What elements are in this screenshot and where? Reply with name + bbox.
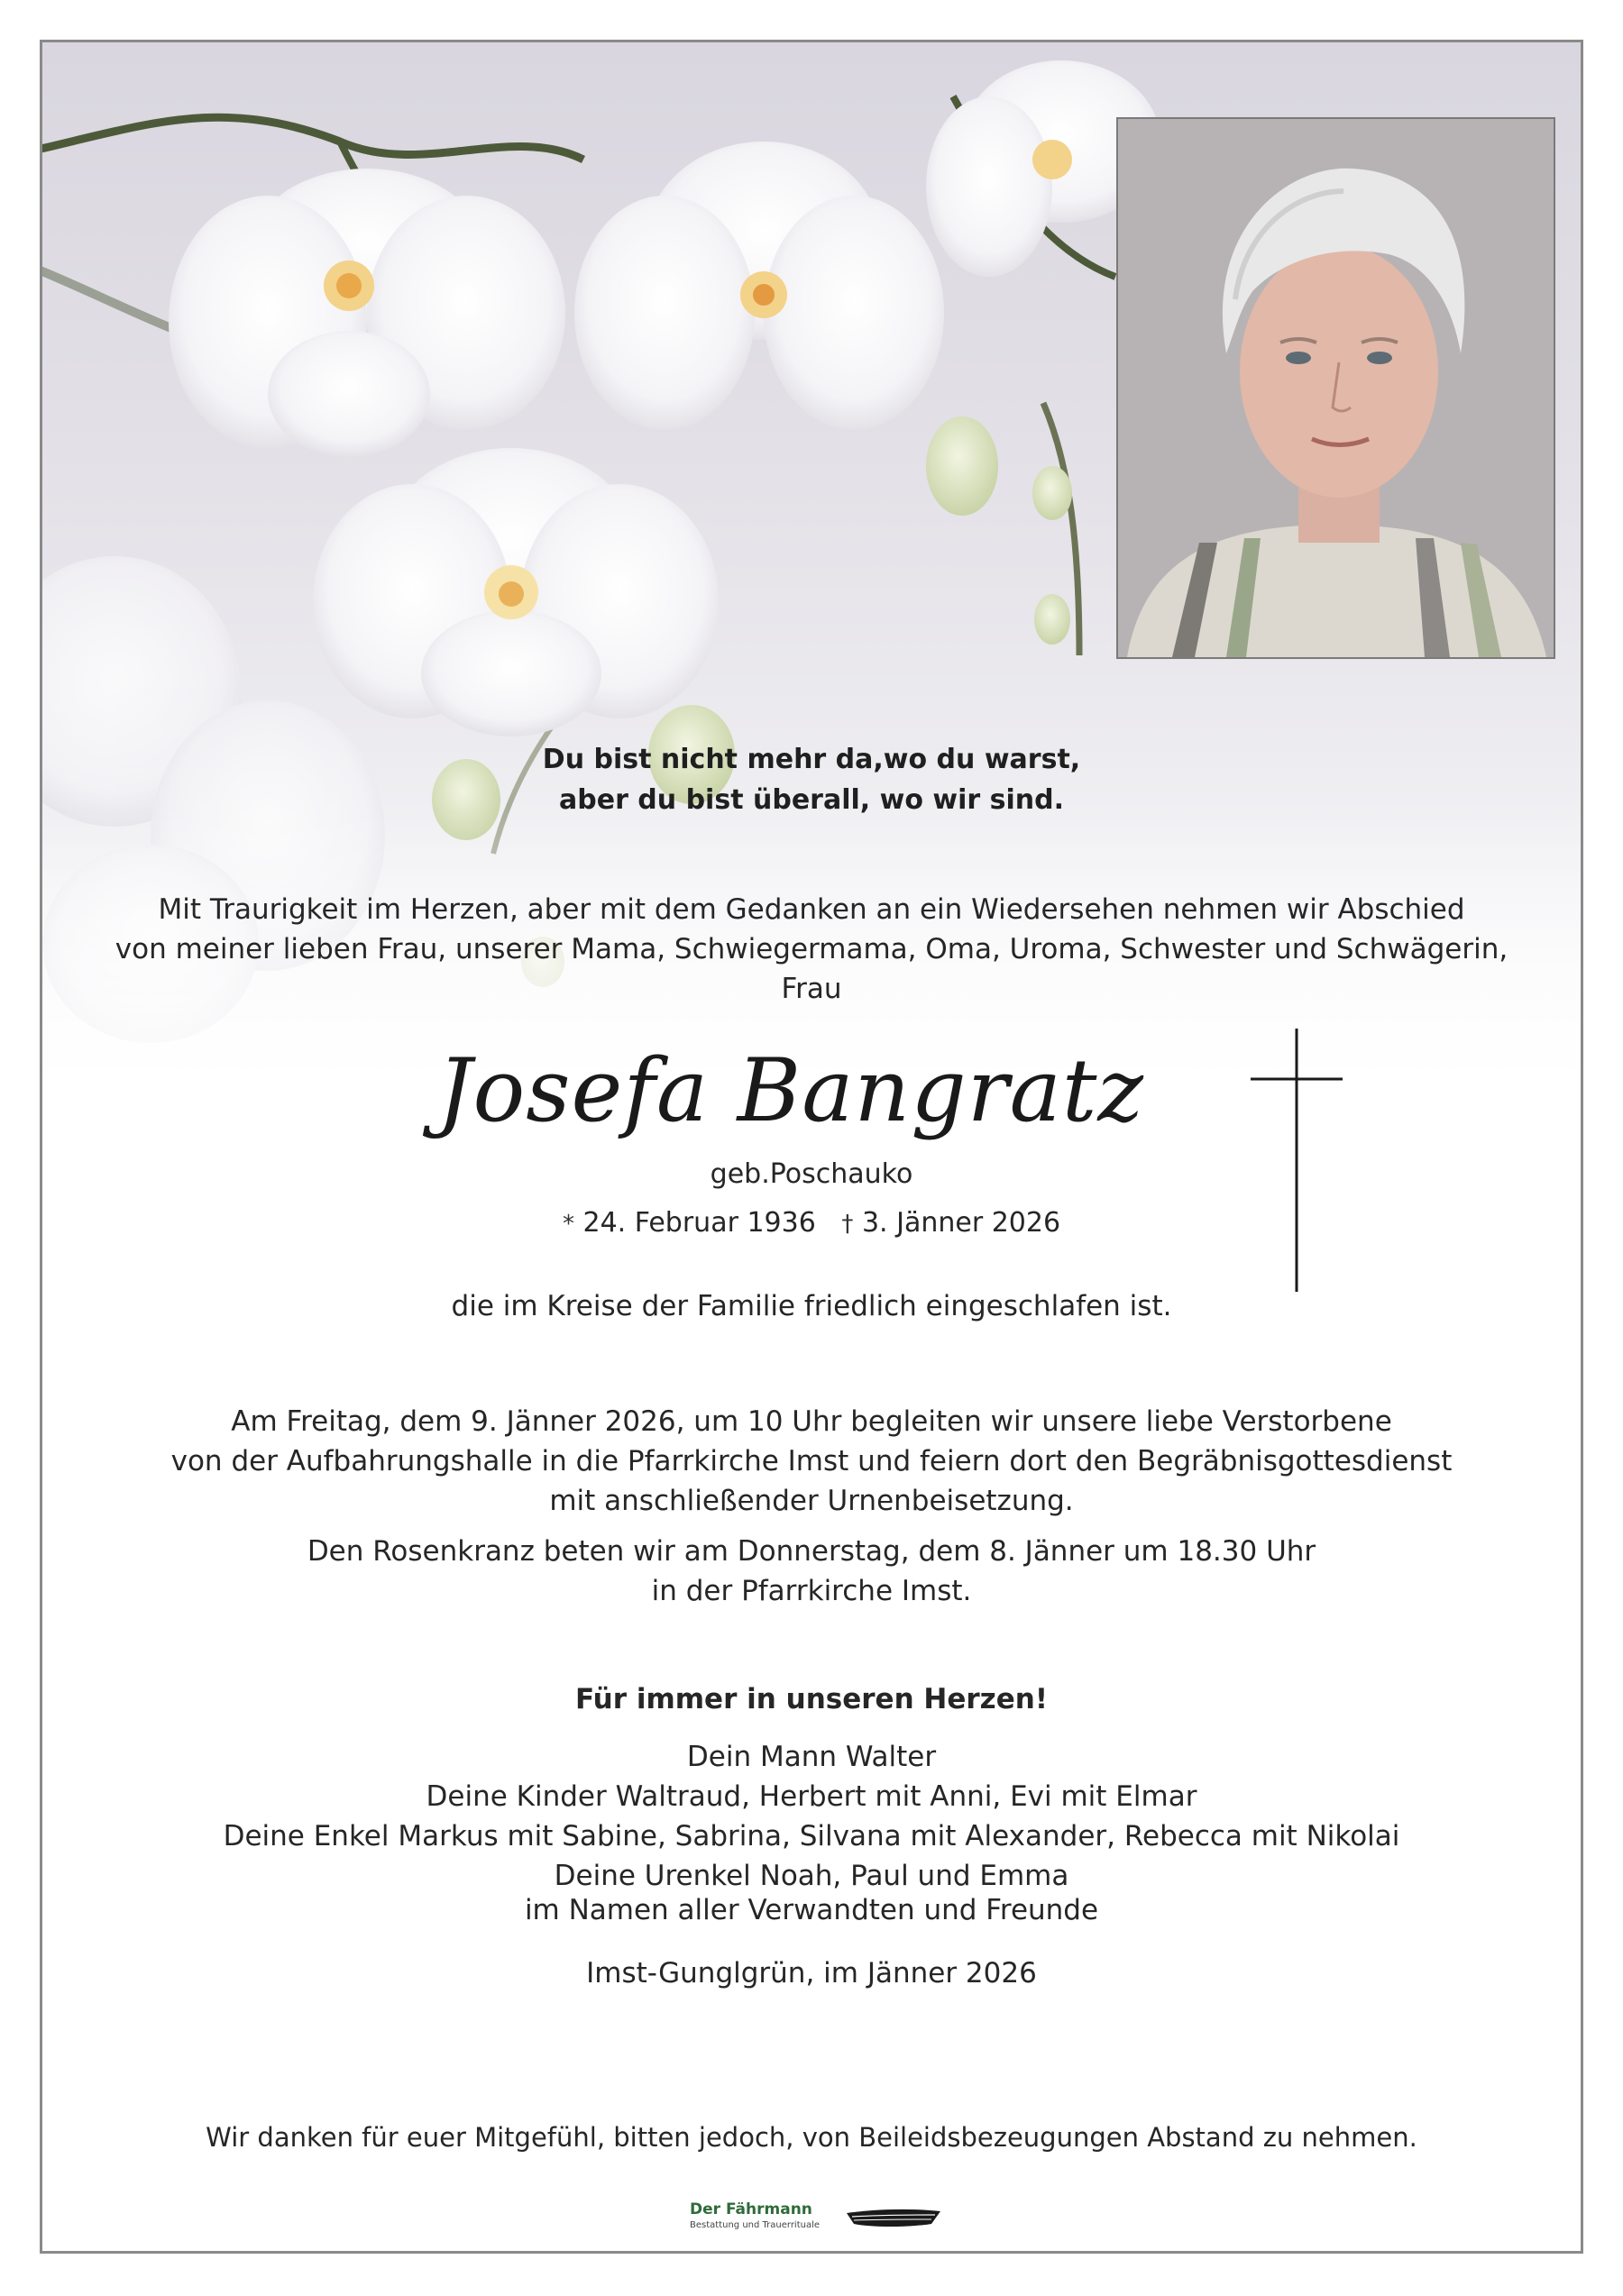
peaceful-statement: die im Kreise der Familie friedlich eingeschlafen ist. — [451, 1290, 1172, 1322]
family-list — [42, 1737, 1581, 1896]
death-symbol: † — [841, 1211, 854, 1238]
maiden-name: geb.Poschauko — [710, 1158, 913, 1190]
birth-symbol: * — [562, 1211, 574, 1238]
life-dates — [42, 1205, 1581, 1242]
deceased-name: Josefa Bangratz — [437, 1040, 1144, 1141]
rosary-line-1: Den Rosenkranz beten wir am Donnerstag, dem 8. Jänner um 18.30 Uhr — [307, 1535, 1316, 1568]
boat-icon — [845, 2204, 944, 2237]
funeral-home-logo — [690, 2200, 960, 2246]
orchid-flower-1 — [169, 169, 565, 457]
funeral-line-1: Am Freitag, dem 9. Jänner 2026, um 10 Uhr begleiten wir unsere liebe Verstorbene — [231, 1405, 1392, 1438]
on-behalf-line: im Namen aller Verwandten und Freunde — [524, 1894, 1099, 1926]
cross-icon — [1247, 1025, 1346, 1295]
rosary-details — [42, 1532, 1581, 1611]
logo-subtitle: Bestattung und Trauerrituale — [690, 2220, 821, 2230]
intro-line-3: Frau — [781, 973, 842, 1005]
funeral-line-2: von der Aufbahrungshalle in die Pfarrkirche Imst und feiern dort den Begräbnisgottesdienst — [170, 1445, 1453, 1477]
intro-line-1: Mit Traurigkeit im Herzen, aber mit dem Gedanken an ein Wiedersehen nehmen wir Abschied — [158, 893, 1465, 926]
birth-date: 24. Februar 1936 — [582, 1207, 816, 1239]
thanks-note: Wir danken für euer Mitgefühl, bitten jedoch, von Beileidsbezeugungen Abstand zu nehmen. — [206, 2122, 1417, 2153]
family-member-line: Dein Mann Walter — [686, 1741, 937, 1773]
death-date: 3. Jänner 2026 — [861, 1207, 1061, 1239]
funeral-details — [42, 1402, 1581, 1521]
orchid-bud — [926, 416, 998, 516]
logo-title: Der Fährmann — [690, 2200, 812, 2218]
family-member-line: Deine Kinder Waltraud, Herbert mit Anni, Evi mit Elmar — [426, 1780, 1197, 1813]
portrait-photo — [1116, 117, 1555, 659]
orchid-flower-2 — [313, 448, 719, 736]
family-member-line: Deine Urenkel Noah, Paul und Emma — [554, 1860, 1069, 1892]
orchid-flower-3 — [574, 142, 944, 430]
quote — [42, 739, 1581, 820]
place-date: Imst-Gunglgrün, im Jänner 2026 — [586, 1957, 1037, 1990]
family-member-line: Deine Enkel Markus mit Sabine, Sabrina, Silvana mit Alexander, Rebecca mit Nikolai — [223, 1820, 1400, 1852]
page-frame — [40, 40, 1583, 2254]
quote-line-1: Du bist nicht mehr da,wo du warst, — [542, 744, 1081, 775]
intro-line-2: von meiner lieben Frau, unserer Mama, Schwiegermama, Oma, Uroma, Schwester und Schwägerin, — [115, 933, 1508, 965]
portrait-illustration — [1118, 119, 1554, 657]
forever-heading: Für immer in unseren Herzen! — [575, 1683, 1048, 1715]
intro-text — [42, 890, 1581, 1009]
rosary-line-2: in der Pfarrkirche Imst. — [651, 1575, 972, 1607]
quote-line-2: aber du bist überall, wo wir sind. — [559, 784, 1064, 816]
funeral-line-3: mit anschließender Urnenbeisetzung. — [549, 1485, 1074, 1517]
